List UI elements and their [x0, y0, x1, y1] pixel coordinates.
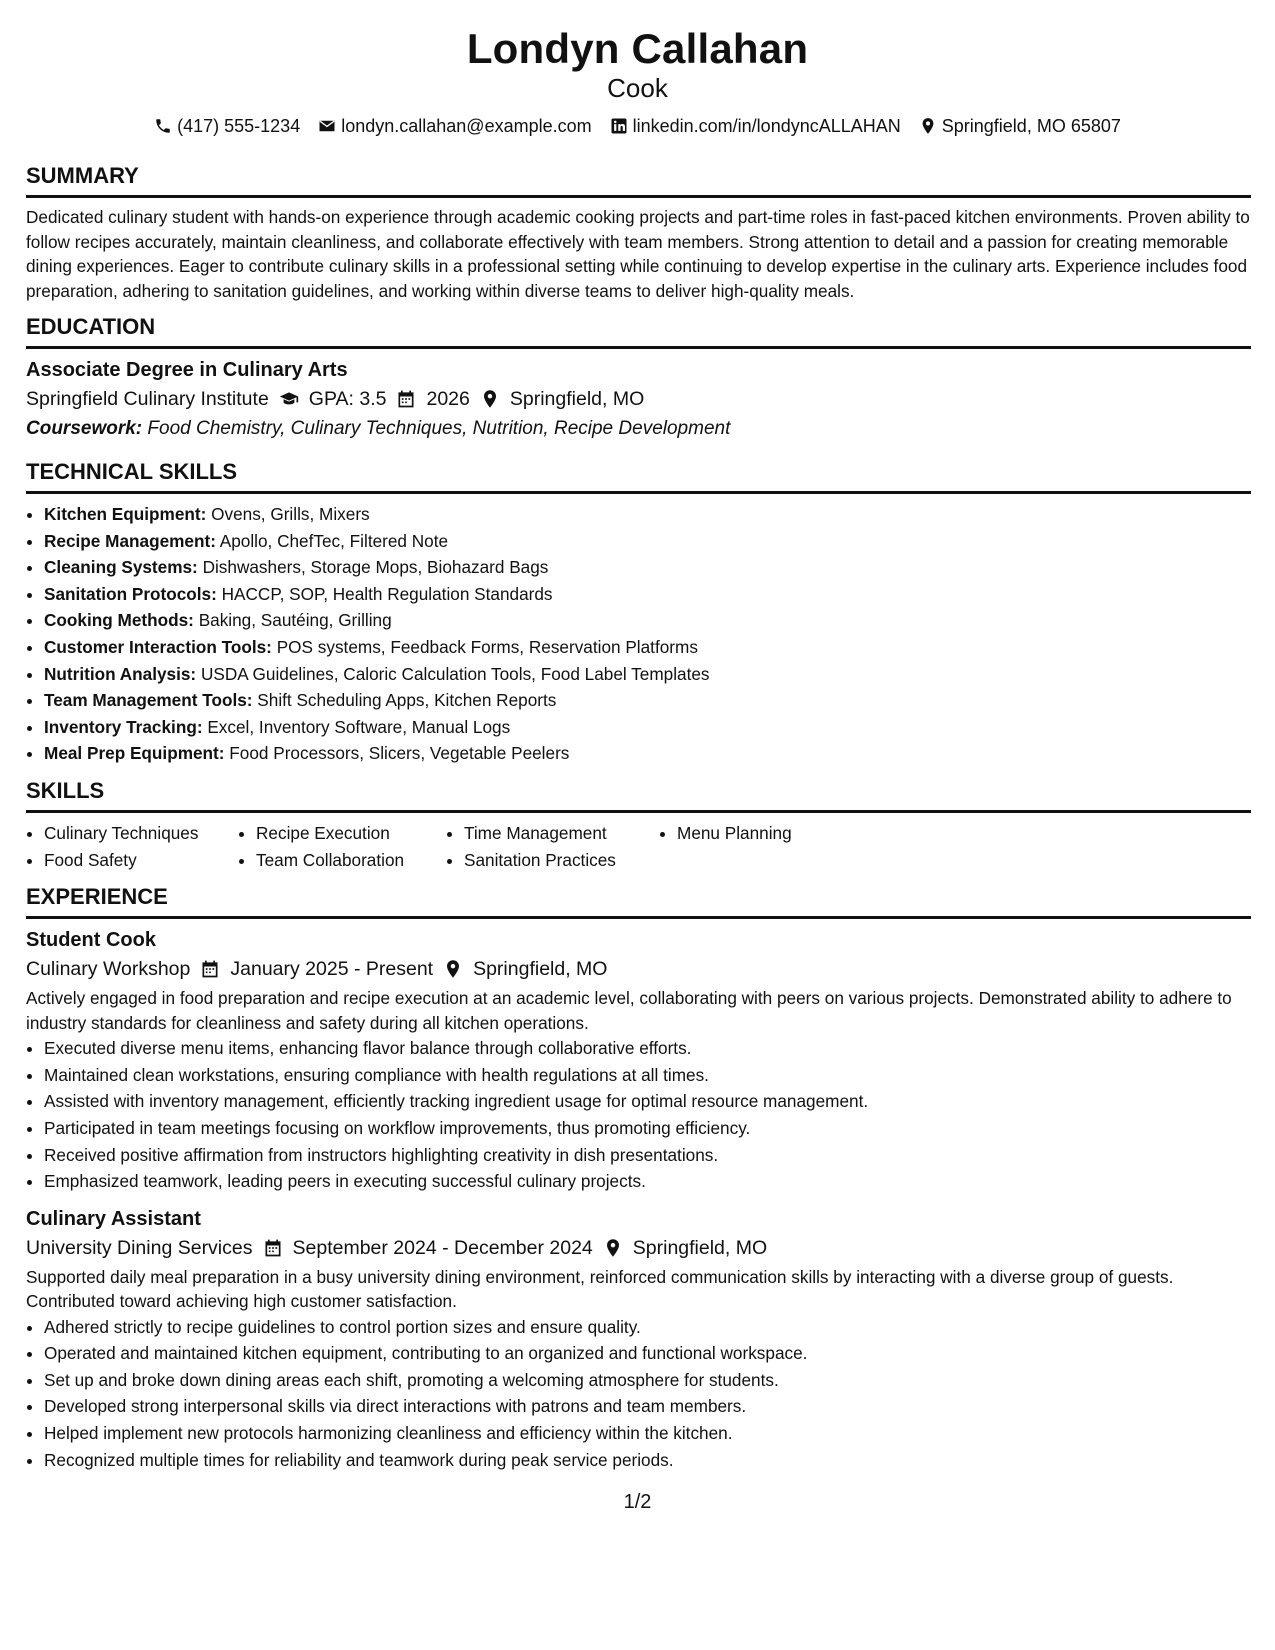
summary-section	[26, 158, 1251, 303]
resume-header	[0, 22, 1275, 138]
skill-category: Recipe Management:	[44, 530, 216, 551]
skill-values: Shift Scheduling Apps, Kitchen Reports	[257, 690, 557, 711]
graduation-year: 2026	[426, 388, 470, 410]
skills-column	[659, 820, 877, 873]
list-item	[44, 554, 1251, 581]
section-divider	[26, 810, 1251, 813]
skills-column	[26, 820, 238, 873]
job-title: Student Cook	[26, 929, 156, 952]
list-item	[44, 740, 1251, 767]
skill-values: USDA Guidelines, Caloric Calculation Tools, Food Label Templates	[200, 663, 710, 684]
page-number: 1/2	[623, 1491, 652, 1513]
skill-category: Customer Interaction Tools:	[44, 636, 272, 657]
graduation-cap-icon	[279, 389, 299, 409]
linkedin-text[interactable]: linkedin.com/in/londyncALLAHAN	[632, 116, 901, 136]
gpa-text: GPA: 3.5	[308, 388, 387, 410]
list-item: • Team Collaboration	[256, 847, 446, 874]
envelope-icon	[318, 117, 336, 135]
education-section	[26, 309, 1251, 444]
phone-text: (417) 555-1234	[177, 116, 301, 136]
skill-category: Inventory Tracking:	[44, 716, 203, 737]
skill-values: POS systems, Feedback Forms, Reservation Platforms	[276, 636, 698, 657]
job-summary: Actively engaged in food preparation and recipe execution at an academic level, collaborating with peers on various projects. Demonstrated ability to adhere to industry standards for cleanliness and safety during all kitchen operations.	[26, 988, 1232, 1033]
list-item: • Executed diverse menu items, enhancing flavor balance through collaborative efforts.	[44, 1035, 1251, 1062]
job-bullets	[26, 1035, 1251, 1195]
skill-values: HACCP, SOP, Health Regulation Standards	[221, 583, 553, 604]
skill-category: Kitchen Equipment:	[44, 504, 207, 524]
skill-values: Ovens, Grills, Mixers	[211, 504, 370, 524]
list-item	[44, 528, 1251, 555]
job-summary: Supported daily meal preparation in a busy university dining environment, reinforced communication skills by interacting with a diverse group of guests. Contributed toward achieving high customer satisfaction.	[26, 1266, 1174, 1312]
technical-skills-heading: TECHNICAL SKILLS	[26, 459, 238, 484]
school-name: Springfield Culinary Institute	[26, 388, 269, 410]
education-heading: EDUCATION	[26, 314, 156, 339]
contact-email[interactable]	[318, 114, 591, 138]
skills-grid	[26, 820, 1251, 873]
experience-section	[26, 879, 1251, 1473]
map-pin-icon	[603, 1238, 623, 1258]
company-name: University Dining Services	[26, 1236, 253, 1259]
skill-category: Team Management Tools:	[44, 690, 253, 711]
skill-values: Apollo, ChefTec, Filtered Note	[219, 530, 449, 551]
job-dates: January 2025 - Present	[230, 958, 434, 981]
job-meta	[26, 954, 1251, 984]
job-bullets	[26, 1314, 1251, 1474]
phone-icon	[154, 117, 172, 135]
calendar-icon	[200, 959, 220, 979]
list-item: • Sanitation Practices	[464, 847, 659, 874]
job-entry	[26, 926, 1251, 1195]
skill-category: Sanitation Protocols:	[44, 583, 217, 604]
list-item: • Assisted with inventory management, efficiently tracking ingredient usage for optimal resource management.	[44, 1088, 1251, 1115]
skill-values: Excel, Inventory Software, Manual Logs	[207, 716, 511, 737]
section-divider	[26, 195, 1251, 198]
job-entry	[26, 1205, 1251, 1474]
coursework-label: Coursework:	[26, 418, 143, 439]
skill-values: Food Processors, Slicers, Vegetable Peelers	[229, 743, 570, 764]
list-item: • Culinary Techniques	[44, 820, 238, 847]
list-item	[44, 501, 1251, 528]
map-pin-icon	[443, 959, 463, 979]
skills-column	[446, 820, 659, 873]
experience-heading: EXPERIENCE	[26, 884, 168, 910]
list-item: • Food Safety	[44, 847, 238, 874]
technical-skills-section	[26, 454, 1251, 767]
location-text: Springfield, MO 65807	[941, 116, 1121, 136]
skill-category: Meal Prep Equipment:	[44, 743, 225, 764]
list-item	[44, 714, 1251, 741]
list-item: • Operated and maintained kitchen equipment, contributing to an organized and functional workspace.	[44, 1340, 1251, 1367]
contact-location	[919, 114, 1121, 138]
skills-column	[238, 820, 446, 873]
list-item	[44, 607, 1251, 634]
candidate-role: Cook	[607, 73, 668, 103]
list-item: • Recipe Execution	[256, 820, 446, 847]
contact-linkedin[interactable]	[610, 114, 901, 138]
list-item	[44, 687, 1251, 714]
map-pin-icon	[919, 117, 937, 135]
coursework-line	[26, 414, 1251, 444]
resume-body	[26, 158, 1251, 1473]
skill-category: Cooking Methods:	[44, 610, 194, 631]
list-item: • Helped implement new protocols harmonizing cleanliness and efficiency within the kitchen.	[44, 1420, 1251, 1447]
school-location: Springfield, MO	[509, 388, 645, 410]
list-item	[44, 581, 1251, 608]
map-pin-icon	[480, 389, 500, 409]
coursework-list: Food Chemistry, Culinary Techniques, Nutrition, Recipe Development	[147, 418, 731, 439]
list-item: • Emphasized teamwork, leading peers in executing successful culinary projects.	[44, 1168, 1251, 1195]
list-item: • Menu Planning	[677, 820, 877, 847]
summary-text: Dedicated culinary student with hands-on experience through academic cooking projects and part-time roles in fast-paced kitchen environments. Proven ability to follow recipes accurately, maintain cleanliness, and collaborate effectively with team members. Strong attention to detail and a passion for creating memorable dining experiences. Eager to contribute culinary skills in a professional setting while continuing to develop expertise in the culinary arts. Experience includes food preparation, adhering to sanitation guidelines, and working within diverse teams to deliver high-quality meals.	[26, 207, 1250, 301]
list-item	[44, 634, 1251, 661]
job-dates: September 2024 - December 2024	[292, 1236, 593, 1259]
company-name: Culinary Workshop	[26, 958, 191, 981]
skills-heading: SKILLS	[26, 777, 105, 803]
contact-row	[0, 114, 1275, 138]
list-item: • Received positive affirmation from instructors highlighting creativity in dish presentations.	[44, 1142, 1251, 1169]
list-item: • Adhered strictly to recipe guidelines to control portion sizes and ensure quality.	[44, 1314, 1251, 1341]
technical-skills-list	[26, 501, 1251, 767]
list-item: • Maintained clean workstations, ensuring compliance with health regulations at all times.	[44, 1062, 1251, 1089]
skills-section	[26, 773, 1251, 873]
skill-category: Cleaning Systems:	[44, 557, 198, 578]
job-location: Springfield, MO	[632, 1236, 768, 1259]
skill-values: Baking, Sautéing, Grilling	[198, 610, 392, 631]
skill-category: Nutrition Analysis:	[44, 663, 197, 684]
list-item: • Set up and broke down dining areas each shift, promoting a welcoming atmosphere for students.	[44, 1367, 1251, 1394]
linkedin-icon	[610, 117, 628, 135]
section-divider	[26, 491, 1251, 494]
job-location: Springfield, MO	[473, 958, 608, 981]
skill-values: Dishwashers, Storage Mops, Biohazard Bags	[202, 557, 549, 578]
section-divider	[26, 916, 1251, 919]
list-item	[44, 661, 1251, 688]
education-meta	[26, 384, 1251, 414]
calendar-icon	[396, 389, 416, 409]
job-meta	[26, 1233, 1251, 1263]
list-item: • Participated in team meetings focusing on workflow improvements, thus promoting efficiency.	[44, 1115, 1251, 1142]
list-item: • Recognized multiple times for reliability and teamwork during peak service periods.	[44, 1447, 1251, 1474]
summary-heading: SUMMARY	[26, 163, 139, 188]
email-text[interactable]: londyn.callahan@example.com	[341, 116, 592, 136]
list-item: • Time Management	[464, 820, 659, 847]
degree-title: Associate Degree in Culinary Arts	[26, 359, 348, 381]
candidate-name: Londyn Callahan	[466, 25, 809, 72]
list-item: • Developed strong interpersonal skills via direct interactions with patrons and team members.	[44, 1393, 1251, 1420]
job-title: Culinary Assistant	[26, 1207, 201, 1230]
contact-phone	[154, 114, 300, 138]
calendar-icon	[263, 1238, 283, 1258]
section-divider	[26, 346, 1251, 349]
